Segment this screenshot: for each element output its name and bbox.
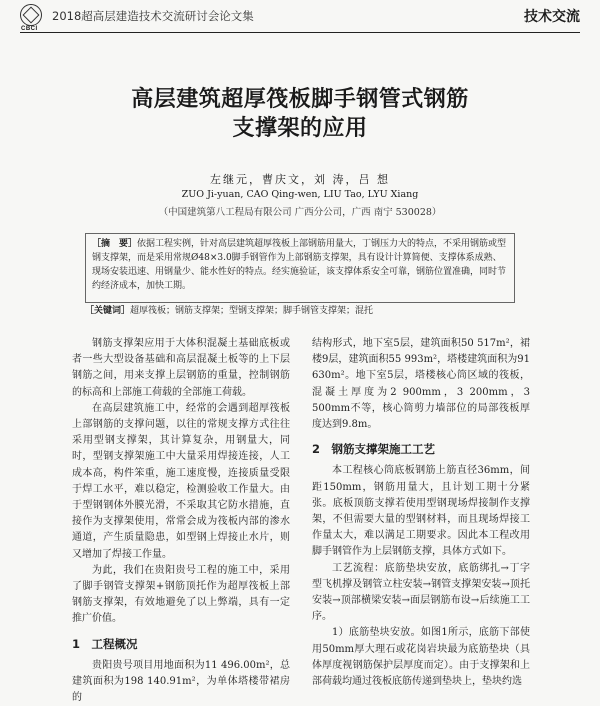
keywords [85,304,515,318]
body-paragraph: 在高层建筑施工中，经常的会遇到超厚筏板上部钢筋的支撑问题，以往的常规支撑方式往往采用型钢支撑架，其计算复杂，用钢量大，同时，型钢支撑架施工中大量采用焊接连接，人工成本高，构件笨重，施工速度慢，连接质量受限于焊工水平，难以稳定，检测验收工作量大。由于型钢钢体外膜光滑，不采取其它防水措施，直接作为支撑架使用，常常会成为筏板内部的渗水通道，产生质量隐患，如型钢上焊接止水片，则又增加了焊接工作量。 [72,402,290,560]
section-heading-2: 2 钢筋支撑架施工工艺 [312,442,436,457]
abstract-text: 依据工程实例，针对高层建筑超厚筏板上部钢筋用量大，丁钢压力大的特点，不采用钢筋或型钢支撑架，而是采用常规Ø48×3.0脚手钢管作为上部钢筋支撑架，具有设计计算简便、支撑体系成熟、现场安装迅速、用钢量少、能水性好的特点。经实施验证，该支撑体系安全可靠，钢筋位置准确，同时节约经济成本，加快工期。 [92,239,507,291]
author-affiliation: （中国建筑第八工程局有限公司 广西分公司，广西 南宁 530028） [158,207,442,218]
keywords-text: 超厚筏板；钢筋支撑架；型钢支撑架；脚手钢管支撑架；混托 [130,306,374,316]
abstract-label: ［摘 要］ [92,239,138,249]
body-paragraph: 工艺流程：底筋垫块安放，底筋绑扎→丁字型飞机撑及钢管立柱安装→钢管支撑架安装→顶托安装→顶部横梁安装→面层钢筋布设→后续施工工序。 [312,562,530,623]
body-paragraph: 本工程核心筒底板钢筋上筋直径36mm，间距150mm，钢筋用量大，且计划工期十分紧张。底板顶筋支撑若使用型钢现场焊接制作支撑架，不但需要大量的型钢材料，而且现场焊接工作量太大，难以满足工期要求。因此本工程改用脚手钢管作为上层钢筋支撑，具体方式如下。 [312,465,530,558]
section-label: 技术交流 [524,9,580,25]
cbci-logo-icon [20,4,42,26]
body-paragraph: 结构形式，地下室5层，建筑面积50 517m²，裙楼9层，建筑面积55 993m²，塔楼建筑面积为91 630m²。地下室5层，塔楼核心筒区域的筏板，混凝土厚度为2 900mm，3 200mm，3 500mm不等，核心筒剪力墙部位的局部筏板厚度达到9.8m。 [312,338,530,431]
authors-english: ZUO Ji-yuan, CAO Qing-wen, LIU Tao, LYU Xiang [181,189,419,200]
article-title-line2: 支撑架的应用 [232,116,368,141]
keywords-label: ［关键词］ [85,306,131,316]
body-paragraph: 为此，我们在贵阳贵号工程的施工中，采用了脚手钢管支撑架+钢筋顶托作为超厚筏板上部钢筋支撑架，有效地避免了以上弊端，具有一定推广价值。 [72,564,290,625]
abstract-box [85,233,515,303]
right-column [312,336,530,690]
body-paragraph: 钢筋支撑架应用于大体积混凝土基础底板或者一些大型设备基础和高层混凝土板等的上下层钢筋之间，用来支撑上层钢筋的重量，控制钢筋的标高和上部施工荷载的全部施工荷载。 [72,338,290,398]
journal-title: 2018超高层建造技术交流研讨会论文集 [52,9,254,23]
body-paragraph: 贵阳贵号项目用地面积为11 496.00m²，总建筑面积为198 140.91m²，为单体塔楼带裙房的 [72,659,290,704]
article-title-line1: 高层建筑超厚筏板脚手钢管式钢筋 [131,87,469,112]
authors-chinese: 左继元，曹庆文，刘 涛，吕 想 [210,173,390,186]
body-paragraph: 1）底筋垫块安放。如图1所示，底筋下部使用50mm厚大理石或花岗岩块最为底筋垫块（具体厚度视钢筋保护层厚度而定）。由于支撑架和上部荷载均通过筏板底筋传递到垫块上，垫块约选 [312,627,530,688]
section-heading-1: 1 工程概况 [72,636,138,651]
left-column [72,336,290,706]
logo-text: CBCI [21,26,38,32]
page-header [20,6,580,33]
